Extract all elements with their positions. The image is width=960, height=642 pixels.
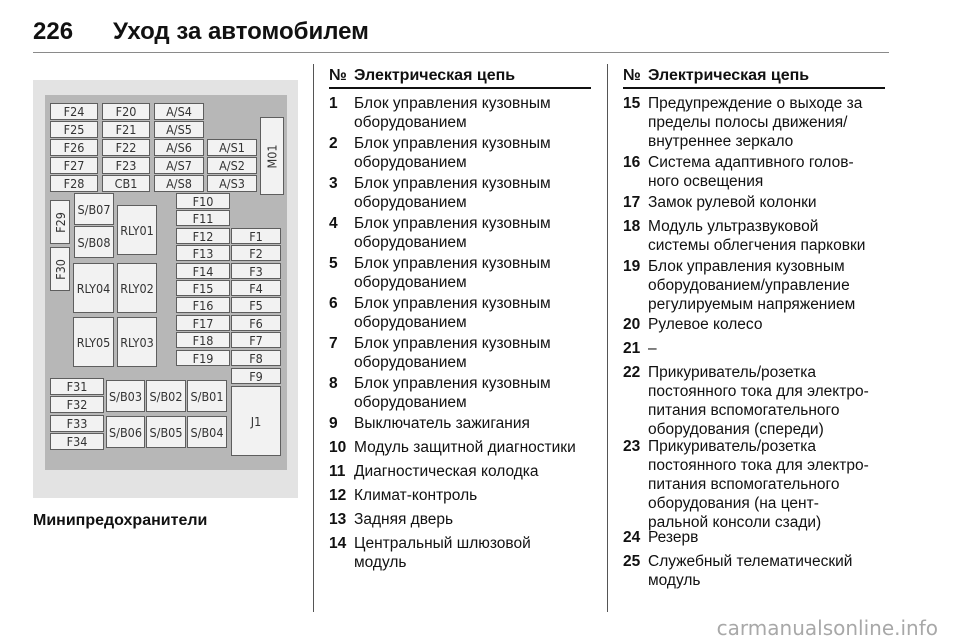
row-text: Блок управления кузовным оборудованием <box>354 255 551 291</box>
fuse-F24: F24 <box>50 103 98 120</box>
header-rule <box>33 52 889 53</box>
row-text: Задняя дверь <box>354 511 454 528</box>
row-text: Блок управления кузовным оборудованием <box>354 375 551 411</box>
watermark: carmanualsonline.info <box>716 616 938 640</box>
fuse-F18: F18 <box>176 332 230 348</box>
fuse-SB01: S/B01 <box>187 380 227 412</box>
row-text: Блок управления кузовным оборудованием <box>354 215 551 251</box>
fuse-F12: F12 <box>176 228 230 244</box>
row-number: 23 <box>623 438 641 455</box>
row-number: 2 <box>329 135 338 152</box>
fuse-AS6: A/S6 <box>154 139 204 156</box>
row-text: Резерв <box>648 529 699 546</box>
fuse-F8: F8 <box>231 350 281 366</box>
fuse-panel <box>45 95 287 470</box>
row-text: Выключатель зажигания <box>354 415 530 432</box>
fuse-SB04: S/B04 <box>187 416 227 448</box>
fuse-F20: F20 <box>102 103 150 120</box>
fuse-F16: F16 <box>176 297 230 313</box>
row-text: Блок управления кузовным оборудованием <box>354 135 551 171</box>
row-number: 25 <box>623 553 641 570</box>
fuse-F4: F4 <box>231 280 281 296</box>
fuse-F26: F26 <box>50 139 98 156</box>
fuse-F23: F23 <box>102 157 150 174</box>
fuse-F33: F33 <box>50 415 104 432</box>
table-left-header-label: Электрическая цепь <box>354 67 516 84</box>
fuse-F28: F28 <box>50 175 98 192</box>
row-text: Блок управления кузовным оборудованием <box>354 335 551 371</box>
fuse-F3: F3 <box>231 263 281 279</box>
row-text: Диагностическая колодка <box>354 463 539 480</box>
row-number: 9 <box>329 415 338 432</box>
fuse-F22: F22 <box>102 139 150 156</box>
fuse-F11: F11 <box>176 210 230 226</box>
fuse-SB06: S/B06 <box>106 416 145 448</box>
row-number: 11 <box>329 463 346 480</box>
fuse-AS8: A/S8 <box>154 175 204 192</box>
row-text: Прикуриватель/розетка постоянного тока для электро- питания вспомогательного оборудования (на цент- ральной консоли сзади) <box>648 438 869 531</box>
fuse-AS4: A/S4 <box>154 103 204 120</box>
row-number: 7 <box>329 335 338 352</box>
row-number: 12 <box>329 487 347 504</box>
fuse-F27: F27 <box>50 157 98 174</box>
row-number: 16 <box>623 154 641 171</box>
table-right-header-rule <box>623 87 885 89</box>
row-number: 8 <box>329 375 338 392</box>
row-text: Служебный телематический модуль <box>648 553 853 589</box>
fuse-F7: F7 <box>231 332 281 348</box>
row-number: 3 <box>329 175 338 192</box>
relay-RLY03: RLY03 <box>117 317 157 367</box>
row-number: 19 <box>623 258 641 275</box>
column-divider-right <box>607 64 608 612</box>
fuse-M01: M01 <box>260 117 284 195</box>
fuse-F14: F14 <box>176 263 230 279</box>
row-text: Предупреждение о выходе за пределы полосы движения/ внутреннее зеркало <box>648 95 863 150</box>
relay-RLY01: RLY01 <box>117 205 157 255</box>
fuse-CB1: CB1 <box>102 175 150 192</box>
row-number: 4 <box>329 215 338 232</box>
relay-RLY04: RLY04 <box>73 263 114 313</box>
row-text: Рулевое колесо <box>648 316 763 333</box>
fuse-F1: F1 <box>231 228 281 244</box>
fuse-box-diagram <box>33 80 298 498</box>
fuse-F32: F32 <box>50 396 104 413</box>
figure-caption: Минипредохранители <box>33 512 208 529</box>
row-number: 22 <box>623 364 641 381</box>
row-text: Блок управления кузовным оборудованием/управление регулируемым напряжением <box>648 258 856 313</box>
row-number: 18 <box>623 218 641 235</box>
fuse-SB07: S/B07 <box>74 193 114 225</box>
row-number: 10 <box>329 439 347 456</box>
fuse-AS7: A/S7 <box>154 157 204 174</box>
fuse-AS2: A/S2 <box>207 157 257 174</box>
fuse-F31: F31 <box>50 378 104 395</box>
relay-RLY05: RLY05 <box>73 317 114 367</box>
row-text: Блок управления кузовным оборудованием <box>354 175 551 211</box>
row-text: Центральный шлюзовой модуль <box>354 535 531 571</box>
fuse-F5: F5 <box>231 297 281 313</box>
fuse-F19: F19 <box>176 350 230 366</box>
fuse-F6: F6 <box>231 315 281 331</box>
fuse-F2: F2 <box>231 245 281 261</box>
fuse-F9: F9 <box>231 368 281 384</box>
row-text: Замок рулевой колонки <box>648 194 817 211</box>
row-text: – <box>648 340 657 357</box>
fuse-F21: F21 <box>102 121 150 138</box>
relay-RLY02: RLY02 <box>117 263 157 313</box>
row-number: 6 <box>329 295 338 312</box>
row-number: 24 <box>623 529 641 546</box>
row-number: 1 <box>329 95 338 112</box>
fuse-F15: F15 <box>176 280 230 296</box>
fuse-AS5: A/S5 <box>154 121 204 138</box>
row-text: Блок управления кузовным оборудованием <box>354 95 551 131</box>
column-divider-left <box>313 64 314 612</box>
fuse-F34: F34 <box>50 433 104 450</box>
fuse-F25: F25 <box>50 121 98 138</box>
fuse-SB02: S/B02 <box>146 380 186 412</box>
row-text: Модуль защитной диагностики <box>354 439 576 456</box>
fuse-F29: F29 <box>50 200 70 244</box>
fuse-F13: F13 <box>176 245 230 261</box>
row-number: 20 <box>623 316 641 333</box>
row-text: Система адаптивного голов- ного освещения <box>648 154 854 190</box>
fuse-F17: F17 <box>176 315 230 331</box>
fuse-SB05: S/B05 <box>146 416 186 448</box>
fuse-J1: J1 <box>231 386 281 456</box>
table-right-header-label: Электрическая цепь <box>648 67 810 84</box>
row-number: 5 <box>329 255 338 272</box>
row-text: Прикуриватель/розетка постоянного тока для электро- питания вспомогательного оборудования (спереди) <box>648 364 869 438</box>
row-number: 13 <box>329 511 347 528</box>
row-number: 15 <box>623 95 641 112</box>
row-text: Климат-контроль <box>354 487 478 504</box>
row-number: 17 <box>623 194 641 211</box>
fuse-F30: F30 <box>50 247 70 291</box>
fuse-F10: F10 <box>176 193 230 209</box>
page-title: Уход за автомобилем <box>113 18 369 45</box>
fuse-SB08: S/B08 <box>74 226 114 258</box>
fuse-SB03: S/B03 <box>106 380 145 412</box>
row-text: Блок управления кузовным оборудованием <box>354 295 551 331</box>
fuse-AS3: A/S3 <box>207 175 257 192</box>
page-number: 226 <box>33 18 74 45</box>
table-left-header-rule <box>329 87 591 89</box>
row-text: Модуль ультразвуковой системы облегчения парковки <box>648 218 866 254</box>
fuse-AS1: A/S1 <box>207 139 257 156</box>
row-number: 21 <box>623 340 641 357</box>
table-left-header-num: № <box>329 67 347 84</box>
table-right-header-num: № <box>623 67 641 84</box>
row-number: 14 <box>329 535 347 552</box>
